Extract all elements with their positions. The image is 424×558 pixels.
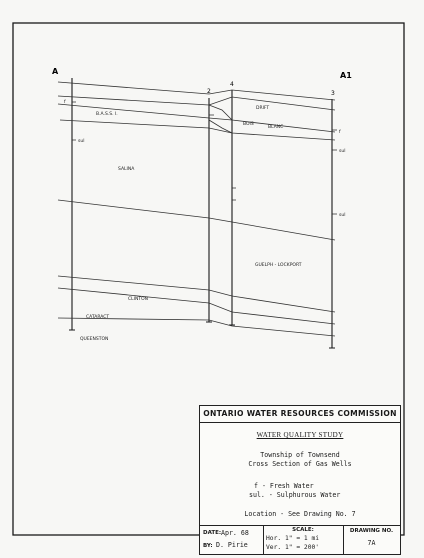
well-3-fresh-mark: f [339,130,341,135]
by-value: D. Pirie [216,541,248,549]
bois-blanc-base-line [60,120,335,140]
ground-surface-line [58,82,335,100]
drawing-number-cell [343,526,400,554]
bass-is-line [58,104,335,132]
section-end-a: A [52,67,59,76]
legend-fresh-water: f - Fresh Water [254,482,314,490]
well-number-4: 4 [230,81,234,88]
formation-clinton: CLINTON [128,297,148,302]
well-3-sul-mark-2: sul [339,213,346,218]
well-3-sul-mark-1: sul [339,149,346,154]
salina-base-line [58,200,335,240]
drawing-number-value: 7A [367,539,376,547]
formation-blanc: BLANC [268,125,284,130]
scale-label: SCALE: [292,527,314,533]
legend-sulphurous-water: sul. - Sulphurous Water [249,491,341,499]
formation-drift: DRIFT [256,106,270,111]
formation-guelph-lockport: GUELPH - LOCKPORT [255,263,302,268]
well-a-fresh-mark: f [64,100,66,105]
guelph-base-line [58,276,335,312]
drawing-number-label: DRAWING NO. [349,528,394,534]
section-end-a1: A1 [340,71,352,80]
formation-queenston: QUEENSTON [80,337,109,342]
drawing-subject: Cross Section of Gas Wells [248,460,352,468]
commission-name: ONTARIO WATER RESOURCES COMMISSION [203,409,397,418]
cataract-base-line [58,318,335,336]
formation-bass-is: B.A.S.S. I. [96,112,118,117]
scale-horizontal: Hor. 1" = 1 mi [266,535,320,542]
by-label: BY: [203,543,213,549]
well-number-3: 3 [331,90,335,97]
date-by-cell [200,526,264,554]
date-value: Apr. 68 [221,529,249,537]
formation-cataract: CATARACT [86,315,110,320]
township-name: Township of Townsend [260,451,340,459]
formation-bois: BOIS [243,122,254,127]
study-title: WATER QUALITY STUDY [256,431,344,439]
well-a-sul-mark: sul [78,139,85,144]
title-block [199,405,401,555]
wedge-line-bottom [209,120,232,133]
well-number-2: 2 [207,88,211,95]
scale-vertical: Ver. 1" = 200' [266,544,320,551]
wedge-line-top [209,105,232,120]
date-label: DATE: [203,530,222,536]
scale-cell [263,526,344,554]
location-reference: Location - See Drawing No. 7 [244,510,356,518]
formation-salina: SALINA [118,167,135,172]
